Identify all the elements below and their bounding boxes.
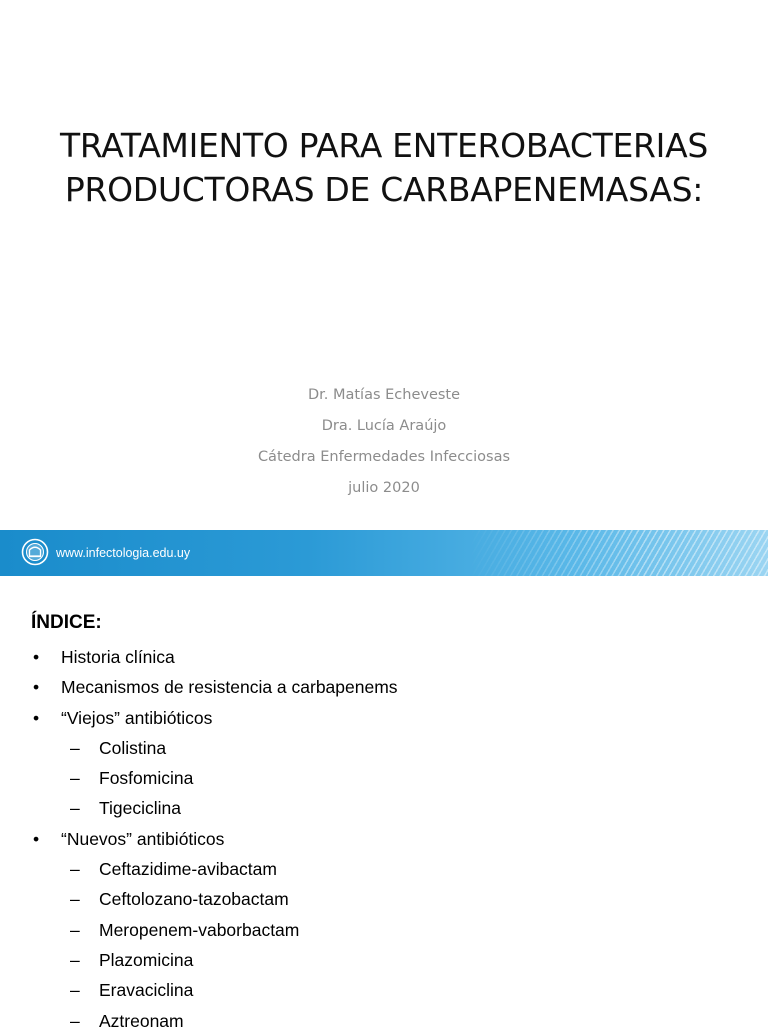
list-item [0, 824, 768, 854]
slide-title [0, 124, 768, 212]
list-item-text: Tigeciclina [99, 798, 182, 819]
slide-subtitle [0, 380, 768, 504]
author-line: Dr. Matías Echeveste [307, 387, 461, 403]
list-item-text: Plazomicina [99, 949, 194, 970]
dash-marker: – [70, 737, 80, 758]
footer-banner [0, 530, 768, 576]
dash-marker: – [70, 768, 80, 789]
sub-list-item [0, 945, 768, 975]
sub-list-item [0, 1006, 768, 1036]
date-line: julio 2020 [348, 480, 420, 496]
list-item [0, 703, 768, 733]
list-item-text: Mecanismos de resistencia a carbapenems [61, 677, 398, 698]
dash-marker: – [70, 798, 80, 819]
list-item [0, 672, 768, 702]
sub-list-item [0, 763, 768, 793]
dash-marker: – [70, 980, 80, 1001]
index-list [0, 642, 768, 1036]
index-slide [0, 576, 768, 1031]
sub-list-item [0, 854, 768, 884]
dash-marker: – [70, 1010, 80, 1031]
dash-marker: – [70, 919, 80, 940]
list-item [0, 642, 768, 672]
university-seal-icon [21, 538, 49, 566]
sub-list-item [0, 915, 768, 945]
list-item-text: Ceftolozano-tazobactam [99, 889, 289, 910]
bullet-marker: • [33, 647, 40, 667]
title-line: TRATAMIENTO PARA ENTEROBACTERIAS [59, 126, 709, 165]
dash-marker: – [70, 859, 80, 880]
list-item-text: Ceftazidime-avibactam [99, 859, 277, 880]
list-item-text: “Nuevos” antibióticos [61, 828, 225, 849]
banner-stripes [468, 530, 768, 576]
index-heading: ÍNDICE: [31, 612, 102, 633]
department-line: Cátedra Enfermedades Infecciosas [257, 449, 511, 465]
list-item-text: Colistina [99, 737, 167, 758]
sub-list-item [0, 884, 768, 914]
sub-list-item [0, 975, 768, 1005]
dash-marker: – [70, 889, 80, 910]
dash-marker: – [70, 949, 80, 970]
title-line: PRODUCTORAS DE CARBAPENEMASAS: [64, 170, 704, 209]
author-line: Dra. Lucía Araújo [321, 418, 447, 434]
bullet-marker: • [33, 828, 40, 849]
list-item-text: Meropenem-vaborbactam [99, 919, 300, 940]
website-url: www.infectologia.edu.uy [56, 546, 191, 560]
bullet-marker: • [33, 707, 40, 728]
bullet-marker: • [33, 677, 40, 698]
sub-list-item [0, 733, 768, 763]
list-item-text: Eravaciclina [99, 980, 194, 1001]
list-item-text: Fosfomicina [99, 768, 194, 789]
list-item-text: Historia clínica [61, 647, 175, 667]
list-item-text: Aztreonam [99, 1010, 184, 1031]
sub-list-item [0, 793, 768, 823]
list-item-text: “Viejos” antibióticos [61, 707, 213, 728]
